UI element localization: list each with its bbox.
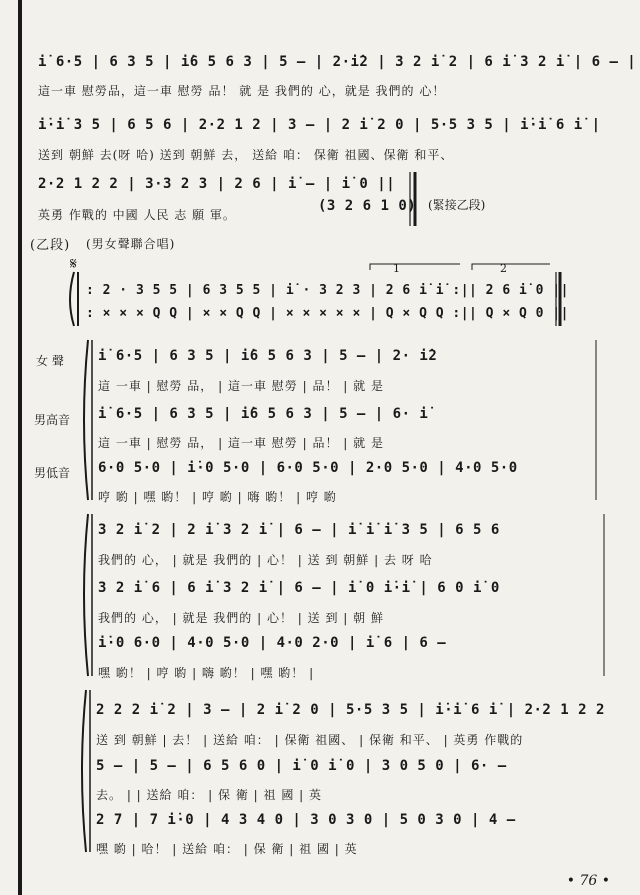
segno-sign: 𝄋 bbox=[70, 254, 77, 273]
section-a-continue-note: (緊接乙段) bbox=[428, 198, 486, 212]
sys2-soprano-lyrics: 我們的 心， | 就是 我們的 | 心！ | 送 到 朝鮮 | 去 呀 哈 bbox=[98, 553, 433, 567]
sys2-bass-notes: i̇·0 6·0 | 4·0 5·0 | 4·0 2·0 | i̇ 6 | 6 — bbox=[98, 635, 447, 651]
section-a-row1-lyrics: 這一車 慰勞品，這一車 慰勞 品！ 就 是 我們的 心，就是 我們的 心！ bbox=[38, 84, 446, 98]
sys2-soprano-notes: 3 2 i̇ 2 | 2 i̇ 3 2 i̇ | 6 — | i̇ i̇ i̇ 3 5 | 6 5 6 bbox=[98, 522, 500, 538]
sys2-bass-lyrics: 嘿 喲！ | 哼 喲 | 嗨 喲！ | 嘿 喲！ | bbox=[98, 666, 315, 680]
sys1-tenor-lyrics: 這 一車 | 慰勞 品， | 這一車 慰勞 | 品！ | 就 是 bbox=[98, 436, 384, 450]
sys1-bass-notes: 6·0 5·0 | i̇·0 5·0 | 6·0 5·0 | 2·0 5·0 | 4·0 5·0 bbox=[98, 460, 518, 476]
sys1-soprano-lyrics: 這 一車 | 慰勞 品， | 這一車 慰勞 | 品！ | 就 是 bbox=[98, 379, 384, 393]
sys3-bass-lyrics: 嘿 喲 | 哈！ | 送給 咱： | 保 衛 | 祖 國 | 英 bbox=[96, 842, 358, 856]
sys3-tenor-lyrics: 去。 | | 送給 咱： | 保 衛 | 祖 國 | 英 bbox=[96, 788, 322, 802]
page-number: • 76 • bbox=[566, 873, 610, 889]
section-b-title: (乙段) bbox=[30, 238, 71, 253]
label-soprano: 女 聲 bbox=[36, 354, 64, 368]
sys2-tenor-lyrics: 我們的 心， | 就是 我們的 | 心！ | 送 到 | 朝 鮮 bbox=[98, 611, 384, 625]
sys1-bass-lyrics: 哼 喲 | 嘿 喲！ | 哼 喲 | 嗨 喲！ | 哼 喲 bbox=[98, 490, 337, 504]
sys3-tenor-notes: 5 — | 5 — | 6 5 6 0 | i̇ 0 i̇ 0 | 3 0 5 0 | 6· — bbox=[96, 758, 507, 774]
section-a-row3-lyrics: 英勇 作戰的 中國 人民 志 願 軍。 bbox=[38, 208, 236, 222]
section-a-row2-lyrics: 送到 朝鮮 去(呀 哈) 送到 朝鮮 去， 送給 咱： 保衛 祖國、保衛 和平、 bbox=[38, 148, 454, 162]
intro-top-line: : 2 · 3 5 5 | 6 3 5 5 | i̇ · 3 2 3 | 2 6 i̇ i̇ :|| 2 6 i̇ 0 || bbox=[86, 283, 569, 298]
section-a-row1-notes: i̇ 6·5 | 6 3 5 | i̇6 5 6 3 | 5 — | 2·i̇2 | 3 2 i̇ 2 | 6 i̇ 3 2 i̇ | 6 — | bbox=[38, 54, 637, 70]
section-b-subtitle: (男女聲聯合唱) bbox=[86, 237, 176, 251]
section-a-row2-notes: i̇·i̇ 3 5 | 6 5 6 | 2·2 1 2 | 3 — | 2 i̇ 2 0 | 5·5 3 5 | i̇·i̇ 6 i̇ | bbox=[38, 117, 601, 133]
sys1-tenor-notes: i̇ 6·5 | 6 3 5 | i̇6 5 6 3 | 5 — | 6· i̇ bbox=[98, 406, 429, 422]
section-a-row3-paren: (3 2 6 1 0) bbox=[318, 198, 417, 214]
sys1-soprano-notes: i̇ 6·5 | 6 3 5 | i̇6 5 6 3 | 5 — | 2· i̇2 bbox=[98, 348, 438, 364]
label-bass: 男低音 bbox=[34, 466, 71, 480]
intro-bottom-line: : × × × Q Q | × × Q Q | × × × × × | Q × Q Q :|| Q × Q 0 || bbox=[86, 306, 569, 321]
sys2-tenor-notes: 3 2 i̇ 6 | 6 i̇ 3 2 i̇ | 6 — | i̇ 0 i̇·i̇ | 6 0 i̇ 0 bbox=[98, 580, 500, 596]
volta-1-label: 1 bbox=[393, 262, 400, 275]
sys3-soprano-lyrics: 送 到 朝鮮 | 去！ | 送給 咱： | 保衛 祖國、 | 保衛 和平、 | 英勇 作戰的 bbox=[96, 733, 524, 747]
volta-2-label: 2 bbox=[500, 262, 507, 275]
label-tenor: 男高音 bbox=[34, 413, 71, 427]
sys3-bass-notes: 2 7 | 7 i̇·0 | 4 3 4 0 | 3 0 3 0 | 5 0 3 0 | 4 — bbox=[96, 812, 516, 828]
sys3-soprano-notes: 2 2 2 i̇ 2 | 3 — | 2 i̇ 2 0 | 5·5 3 5 | i̇·i̇ 6 i̇ | 2·2 1 2 2 bbox=[96, 702, 605, 718]
section-a-row3-notes: 2·2 1 2 2 | 3·3 2 3 | 2 6 | i̇ — | i̇ 0 || bbox=[38, 176, 396, 192]
